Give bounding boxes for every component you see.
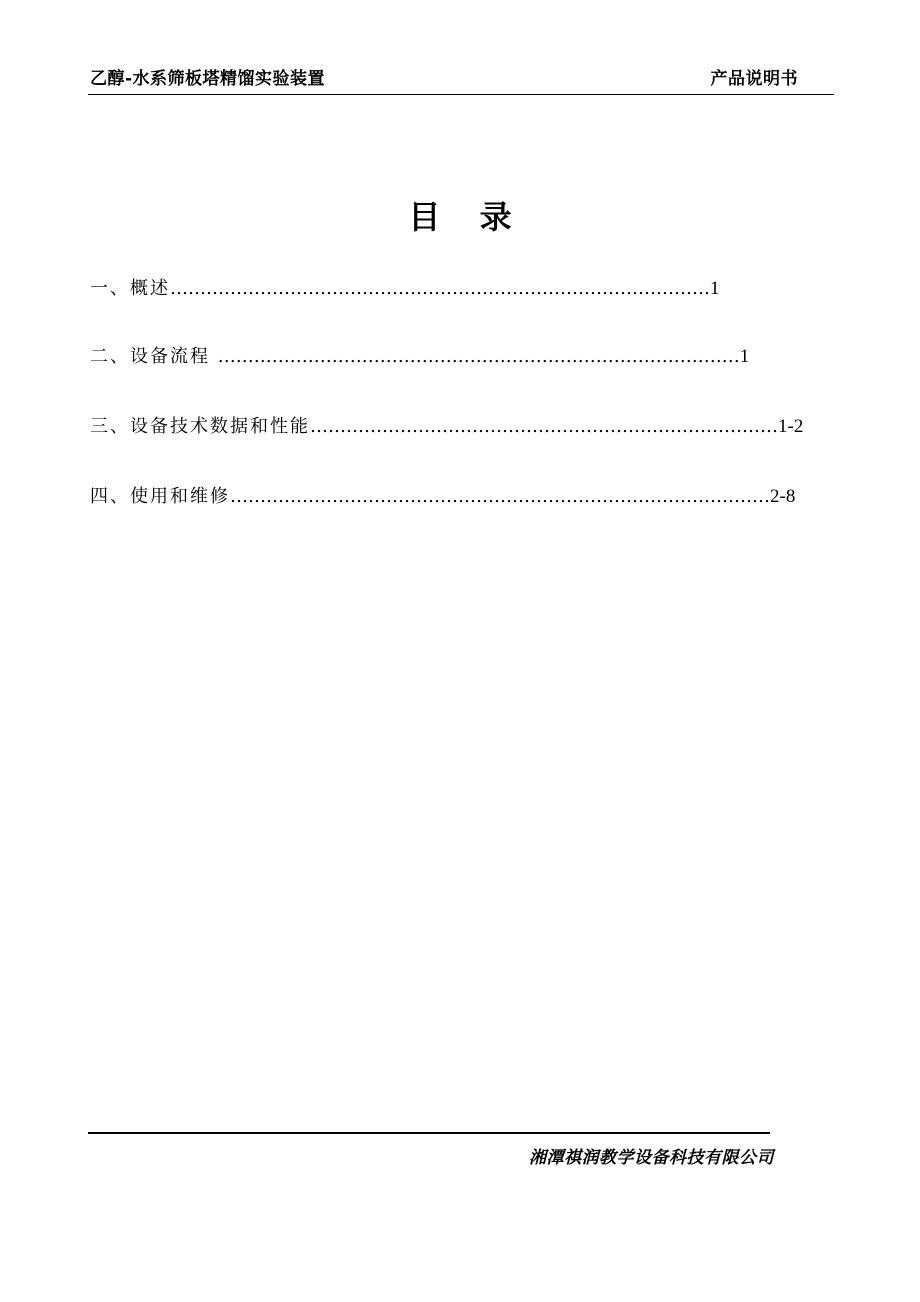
page-header — [88, 60, 834, 95]
toc-entry-label: 二、设备流程 — [90, 346, 218, 367]
toc-entry-leader: …………………………………………………………………… — [310, 416, 778, 437]
toc-entry-label: 四、使用和维修 — [90, 486, 230, 507]
toc-entry — [90, 274, 720, 310]
company-name: 湘潭祺润教学设备科技有限公司 — [529, 1148, 774, 1168]
toc-entry — [90, 482, 795, 518]
toc-entry-leader: ……………………………………………………………………………… — [170, 278, 710, 299]
toc-entry-page: 1 — [710, 278, 720, 299]
toc-entry-page: 1-2 — [778, 416, 804, 437]
toc-entry-label: 一、概述 — [90, 278, 170, 299]
toc-entry-label: 三、设备技术数据和性能 — [90, 416, 310, 437]
toc-entry — [90, 342, 749, 378]
footer-divider — [88, 1132, 770, 1134]
toc-entry-page: 1 — [739, 346, 750, 367]
toc-entry — [90, 412, 803, 448]
toc-entry-leader: …………………………………………………………………………… — [217, 346, 740, 367]
toc-entry-page: 2-8 — [770, 486, 796, 507]
toc-entry-leader: ……………………………………………………………………………… — [230, 486, 770, 507]
document-type: 产品说明书 — [710, 69, 798, 89]
toc-title: 目 录 — [408, 198, 526, 236]
document-title: 乙醇-水系筛板塔精馏实验装置 — [90, 69, 326, 89]
